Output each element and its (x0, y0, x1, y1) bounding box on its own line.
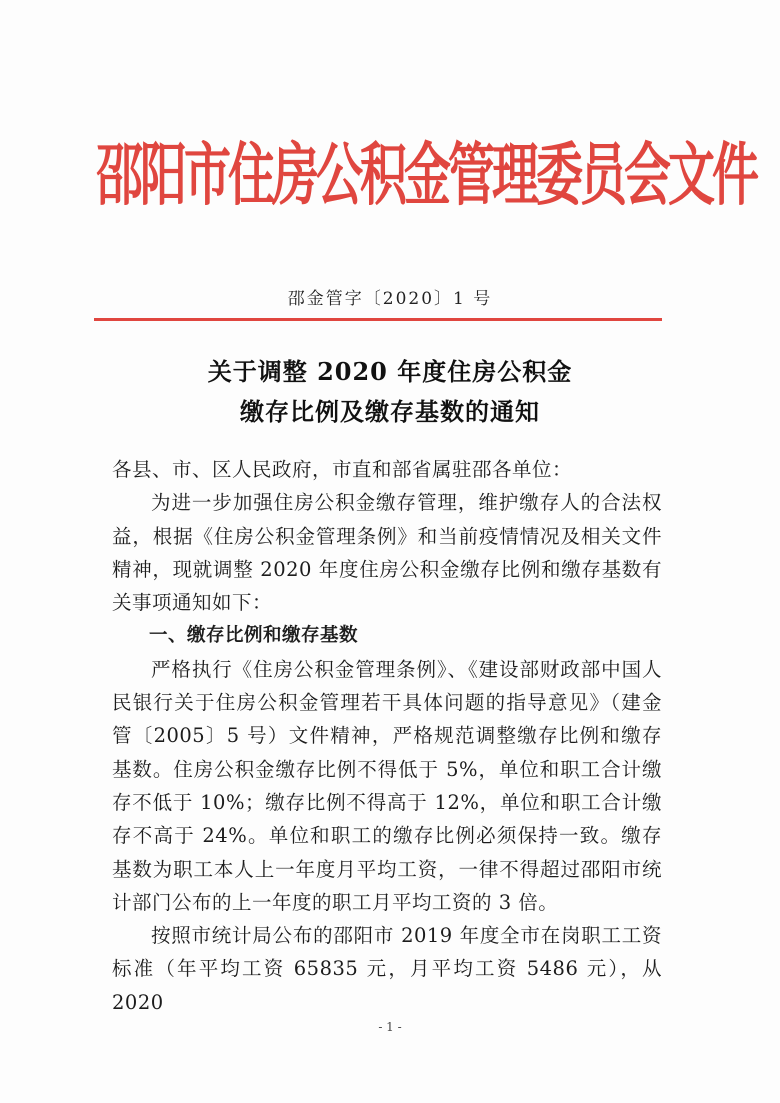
section-heading-1: 一、缴存比例和缴存基数 (149, 625, 359, 647)
document-number: 邵金管字〔2020〕1 号 (287, 289, 493, 309)
paragraph-salary-standard: 按照市统计局公布的邵阳市 2019 年度全市在岗职工工资标准（年平均工资 65835 元，月平均工资 5486 元），从 2020 (112, 924, 662, 1014)
document-body (112, 453, 662, 1019)
page-number: - 1 - (378, 1020, 402, 1034)
paragraph-contribution-rules: 严格执行《住房公积金管理条例》、《建设部财政部中国人民银行关于住房公积金管理若干具体问题的指导意见》（建金管〔2005〕5 号）文件精神，严格规范调整缴存比例和缴存基数。住房公积金缴存比例不得低于 5%，单位和职工合计缴存不低于 10%；缴存比例不得高于 12%，单位和职工合计缴存不高于 24%。单位和职工的缴存比例必须保持一致。缴存基数为职工本人上一年度月平均工资，一律不得超过邵阳市统计部门公布的上一年度的职工月平均工资的 3 倍。 (112, 657, 662, 914)
notice-title-line1: 关于调整 2020 年度住房公积金 (207, 357, 573, 386)
salutation: 各县、市、区人民政府，市直和部省属驻邵各单位： (112, 458, 573, 481)
document-header-title: 邵阳市住房公积金管理委员会文件 (96, 136, 756, 216)
red-divider (94, 318, 662, 321)
paragraph-intro: 为进一步加强住房公积金缴存管理，维护缴存人的合法权益，根据《住房公积金管理条例》和当前疫情情况及相关文件精神，现就调整 2020 年度住房公积金缴存比例和缴存基数有关事项通知如下： (112, 491, 662, 615)
notice-title-line2: 缴存比例及缴存基数的通知 (240, 397, 540, 426)
